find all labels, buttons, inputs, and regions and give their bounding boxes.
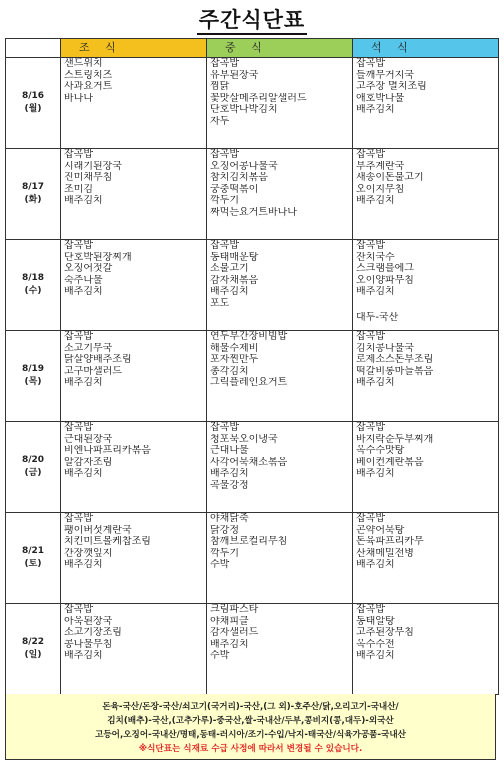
menu-item: 곤약어묵탕	[356, 524, 405, 536]
menu-item: 콩나물무침	[64, 638, 113, 650]
menu-item: 잡곡밥	[210, 422, 239, 433]
menu-item: 배추김치	[356, 377, 395, 389]
menu-item: 단호박나박김치	[210, 104, 278, 116]
day-row	[6, 240, 499, 331]
menu-item: 잡곡밥	[356, 149, 385, 160]
menu-item: 근대나물	[210, 445, 249, 457]
menu-item: 시래기된장국	[64, 160, 122, 172]
day-date: 8/21	[21, 546, 45, 556]
menu-item: 바나나	[64, 92, 93, 104]
menu-item: 잡곡밥	[64, 513, 93, 524]
menu-item: 크림파스타	[210, 604, 259, 615]
breakfast-cell	[61, 422, 207, 513]
menu-item: 깍두기	[210, 547, 239, 559]
menu-item: 소불고기	[210, 263, 249, 275]
menu-item: 간장깻잎지	[64, 547, 113, 559]
day-weekday: (금)	[24, 468, 42, 478]
day-date-cell	[6, 604, 61, 695]
day-weekday: (일)	[24, 650, 42, 660]
dinner-cell	[353, 58, 499, 149]
header-row	[6, 39, 499, 58]
breakfast-cell	[61, 58, 207, 149]
header-lunch	[207, 39, 353, 58]
origin-line-1: 돈육-국산/돈장-국산/쇠고기(국거리)-국산,(그 외)-호주산/닭,오리고기-국내산/	[102, 702, 399, 712]
header-date-cell	[6, 39, 61, 58]
menu-item: 베이컨계란볶음	[356, 456, 424, 468]
menu-item: 잡곡밥	[64, 240, 93, 251]
day-date: 8/16	[21, 91, 45, 101]
menu-item: 수박	[210, 559, 230, 571]
menu-item: 배추김치	[356, 195, 395, 207]
menu-item: 근대된장국	[64, 433, 113, 445]
menu-item: 배추김치	[64, 468, 103, 480]
menu-item: 스크램블에그	[356, 263, 414, 275]
menu-item: 떡갈비롱마늘볶음	[356, 365, 434, 377]
menu-item: 감자샐러드	[210, 627, 259, 639]
lunch-cell	[207, 331, 353, 422]
breakfast-cell	[61, 240, 207, 331]
menu-item: 고구마샐러드	[64, 365, 122, 377]
menu-item: 참치김치볶음	[210, 172, 268, 184]
breakfast-cell	[61, 331, 207, 422]
menu-item: 김치콩나물국	[356, 342, 414, 354]
menu-item: 고추장 멸치조림	[356, 81, 427, 93]
menu-item: 잡곡밥	[64, 331, 93, 342]
menu-item: 야채닭죽	[210, 513, 249, 524]
lunch-cell	[207, 422, 353, 513]
day-weekday: (월)	[24, 104, 42, 114]
menu-item: 잡곡밥	[356, 240, 385, 251]
day-date-cell	[6, 240, 61, 331]
menu-item: 그릭플레인요거트	[210, 377, 288, 389]
day-date-cell	[6, 422, 61, 513]
menu-item: 고추된장무침	[356, 627, 414, 639]
menu-item: 잡곡밥	[356, 422, 385, 433]
day-weekday: (수)	[24, 286, 42, 296]
day-date: 8/20	[21, 455, 45, 465]
menu-item: 오징어콩나물국	[210, 160, 278, 172]
menu-item: 사과요거트	[64, 81, 113, 93]
menu-item: 옥수수전	[356, 638, 395, 650]
change-warning: ※식단표는 식재료 수급 사정에 따라서 변경될 수 있습니다.	[138, 744, 363, 754]
menu-item: 배추김치	[210, 638, 249, 650]
menu-item: 연두부간장비빔밥	[210, 331, 288, 342]
page-title: 주간식단표	[197, 8, 307, 35]
day-date: 8/17	[21, 182, 45, 192]
menu-item: 동태알탕	[356, 615, 395, 627]
origin-line-3: 고등어,오징어-국내산/명태,동태-러시아/조기-수입/낙지-태국산/식육가공품-국내산	[95, 730, 406, 740]
menu-item: 배추김치	[356, 104, 395, 116]
header-dinner-label: 석 식	[371, 41, 414, 54]
lunch-cell	[207, 240, 353, 331]
menu-item: 잡곡밥	[64, 604, 93, 615]
header-dinner	[353, 39, 499, 58]
menu-item: 들깨무거지국	[356, 69, 414, 81]
menu-item: 배추김치	[64, 650, 103, 662]
menu-item: 배추김치	[210, 286, 249, 298]
menu-item: 잡곡밥	[210, 58, 239, 69]
day-row	[6, 58, 499, 149]
menu-item: 해물수제비	[210, 342, 259, 354]
menu-body	[6, 58, 499, 695]
day-date-cell	[6, 331, 61, 422]
menu-item: 애호박나물	[356, 92, 405, 104]
day-date-cell	[6, 58, 61, 149]
menu-item: 진미채무침	[64, 172, 113, 184]
header-lunch-label: 중 식	[225, 41, 268, 54]
menu-item: 닭강정	[210, 524, 239, 536]
menu-item: 곡물강정	[210, 479, 249, 491]
dinner-cell	[353, 331, 499, 422]
menu-item: 자두	[210, 115, 230, 127]
menu-item: 스트링치즈	[64, 69, 113, 81]
menu-item: 배추김치	[64, 286, 103, 298]
day-date-cell	[6, 149, 61, 240]
breakfast-cell	[61, 604, 207, 695]
dinner-cell	[353, 604, 499, 695]
menu-item: 배추김치	[356, 650, 395, 662]
menu-item: 잡곡밥	[356, 513, 385, 524]
menu-item: 산채메밀전병	[356, 547, 414, 559]
menu-item: 포도	[210, 297, 230, 309]
header-breakfast-label: 조 식	[79, 41, 122, 54]
menu-item: 포자찐만두	[210, 354, 259, 366]
menu-item: 소고기무국	[64, 342, 113, 354]
menu-item: 치킨미트볼케찹조림	[64, 536, 151, 548]
menu-item: 사각어묵채소볶음	[210, 456, 288, 468]
menu-item: 돈육파프리카무	[356, 536, 424, 548]
origin-line-2: 김치(배추)-국산,(고추가루)-중국산,쌀-국내산/두부,콩비지(콩,대두)-외국산	[107, 716, 394, 726]
day-weekday: (화)	[24, 195, 42, 205]
dinner-cell	[353, 149, 499, 240]
menu-item: 잡곡밥	[356, 331, 385, 342]
menu-item: 오이양파무침	[356, 274, 414, 286]
menu-item: 팽이버섯계란국	[64, 524, 132, 536]
dinner-cell	[353, 513, 499, 604]
menu-item: 아욱된장국	[64, 615, 113, 627]
menu-item: 꽃맛살메추리알샐러드	[210, 92, 307, 104]
lunch-cell	[207, 58, 353, 149]
menu-item: 소고기장조림	[64, 627, 122, 639]
menu-item: 동태매운탕	[210, 251, 259, 263]
origin-footer	[5, 694, 496, 760]
header-breakfast	[61, 39, 207, 58]
menu-item: 배추김치	[64, 559, 103, 571]
menu-item: 찜닭	[210, 81, 230, 93]
menu-item: 배추김치	[356, 468, 395, 480]
menu-item: 배추김치	[210, 468, 249, 480]
menu-item: 청포묵오이냉국	[210, 433, 278, 445]
origin-note: 대두-국산	[356, 311, 399, 323]
menu-item: 잡곡밥	[64, 422, 93, 433]
menu-item: 닭살양배추조림	[64, 354, 132, 366]
menu-item: 배추김치	[64, 377, 103, 389]
dinner-cell	[353, 240, 499, 331]
day-row	[6, 331, 499, 422]
menu-item: 참깨브로컬리무침	[210, 536, 288, 548]
menu-item: 단호박된장찌개	[64, 251, 132, 263]
menu-item: 잡곡밥	[356, 58, 385, 69]
day-weekday: (목)	[24, 377, 42, 387]
menu-item: 야채피클	[210, 615, 249, 627]
menu-item: 짜먹는요거트바나나	[210, 206, 297, 218]
breakfast-cell	[61, 149, 207, 240]
menu-item: 총각김치	[210, 365, 249, 377]
day-row	[6, 513, 499, 604]
menu-item: 옥수수맛탕	[356, 445, 405, 457]
day-date-cell	[6, 513, 61, 604]
breakfast-cell	[61, 513, 207, 604]
day-date: 8/22	[21, 637, 45, 647]
menu-item: 부추계란국	[356, 160, 405, 172]
day-row	[6, 422, 499, 513]
menu-table	[5, 38, 499, 695]
menu-item: 깍두기	[210, 195, 239, 207]
day-date: 8/18	[21, 273, 45, 283]
day-row	[6, 604, 499, 695]
menu-item: 잡곡밥	[356, 604, 385, 615]
menu-item: 수박	[210, 650, 230, 662]
menu-item: 배추김치	[356, 559, 395, 571]
menu-item: 배추김치	[356, 286, 395, 298]
menu-item: 유부된장국	[210, 69, 259, 81]
menu-item: 조미김	[64, 183, 93, 195]
menu-item: 잡곡밥	[210, 240, 239, 251]
day-row	[6, 149, 499, 240]
menu-item: 오이지무침	[356, 183, 405, 195]
menu-item: 로제소스돈부조림	[356, 354, 434, 366]
menu-item: 궁중떡볶이	[210, 183, 259, 195]
menu-item: 숙주나물	[64, 274, 103, 286]
menu-item: 오징어젓갈	[64, 263, 113, 275]
menu-item: 알감자조림	[64, 456, 113, 468]
lunch-cell	[207, 604, 353, 695]
menu-item: 비엔나파프리카볶음	[64, 445, 151, 457]
dinner-cell	[353, 422, 499, 513]
menu-item: 감자채볶음	[210, 274, 259, 286]
menu-item: 새송이돈불고기	[356, 172, 424, 184]
menu-item: 배추김치	[64, 195, 103, 207]
menu-item: 바지락순두부찌개	[356, 433, 434, 445]
lunch-cell	[207, 513, 353, 604]
menu-item: 잡곡밥	[210, 149, 239, 160]
title-wrap	[0, 4, 504, 34]
menu-item: 샌드위치	[64, 58, 103, 69]
lunch-cell	[207, 149, 353, 240]
menu-item: 잡곡밥	[64, 149, 93, 160]
day-date: 8/19	[21, 364, 45, 374]
day-weekday: (토)	[24, 559, 42, 569]
menu-item: 잔치국수	[356, 251, 395, 263]
